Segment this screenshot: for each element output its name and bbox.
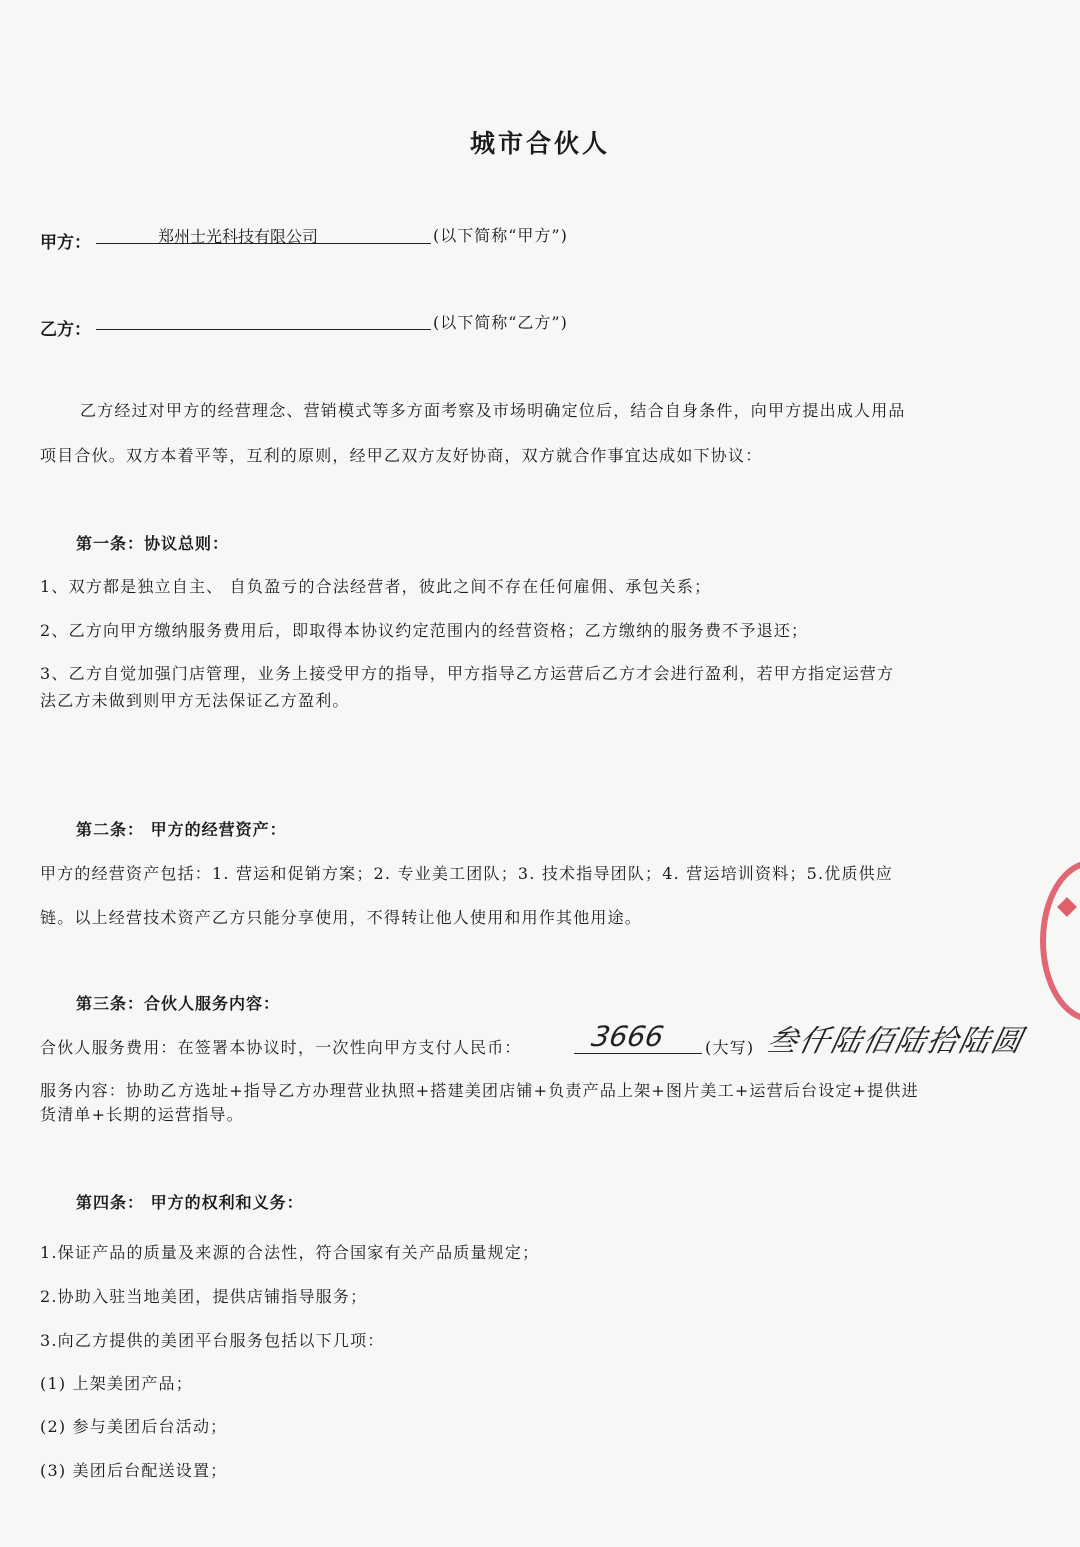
article-4-sub-3: (3) 美团后台配送设置； <box>40 1461 228 1480</box>
article-3-heading: 第三条：合伙人服务内容： <box>76 994 281 1013</box>
party-a-note: (以下简称“甲方”) <box>433 226 568 245</box>
service-fee-label: 合伙人服务费用：在签署本协议时，一次性向甲方支付人民币： <box>40 1038 522 1057</box>
page-title: 城市合伙人 <box>469 129 610 158</box>
party-b-underline <box>96 329 431 330</box>
article-2-line-1: 甲方的经营资产包括：1. 营运和促销方案；2. 专业美工团队；3. 技术指导团队；4. 营运培训资料；5.优质供应 <box>40 864 894 883</box>
article-1-item-2: 2、乙方向甲方缴纳服务费用后，即取得本协议约定范围内的经营资格；乙方缴纳的服务费不予退还； <box>40 621 809 640</box>
article-4-item-3: 3.向乙方提供的美团平台服务包括以下几项： <box>40 1331 385 1350</box>
red-seal-stamp <box>1040 860 1080 1022</box>
intro-line-1: 乙方经过对甲方的经营理念、营销模式等多方面考察及市场明确定位后，结合自身条件，向甲方提出成人用品 <box>80 401 906 420</box>
capital-amount-handwritten: 叁仟陆佰陆拾陆圆 <box>763 1024 1027 1059</box>
article-4-sub-2: (2) 参与美团后台活动； <box>40 1417 228 1436</box>
article-1-item-1: 1、双方都是独立自主、 自负盈亏的合法经营者，彼此之间不存在任何雇佣、承包关系； <box>40 577 712 596</box>
intro-line-2: 项目合伙。双方本着平等，互利的原则，经甲乙双方友好协商，双方就合作事宜达成如下协议： <box>40 446 763 465</box>
article-4-sub-1: (1) 上架美团产品； <box>40 1374 193 1393</box>
fee-amount-underline <box>574 1053 702 1054</box>
article-1-heading: 第一条：协议总则： <box>76 534 230 553</box>
capital-amount-label: (大写) <box>705 1038 755 1057</box>
party-a-label: 甲方： <box>40 233 91 253</box>
article-1-item-3-cont: 法乙方未做到则甲方无法保证乙方盈利。 <box>40 691 350 710</box>
party-b-note: (以下简称“乙方”) <box>433 313 568 332</box>
article-2-heading: 第二条： 甲方的经营资产： <box>76 820 287 839</box>
service-content-line-2: 货清单+长期的运营指导。 <box>40 1105 244 1124</box>
service-content-line-1: 服务内容：协助乙方选址+指导乙方办理营业执照+搭建美团店铺+负责产品上架+图片美工+运营后台设定+提供进 <box>40 1081 919 1100</box>
article-4-item-2: 2.协助入驻当地美团，提供店铺指导服务； <box>40 1287 368 1306</box>
article-4-heading: 第四条： 甲方的权利和义务： <box>76 1193 304 1212</box>
party-b-label: 乙方： <box>40 320 91 340</box>
party-a-value: 郑州士光科技有限公司 <box>158 227 319 246</box>
fee-amount-handwritten: 3666 <box>589 1020 667 1053</box>
article-2-line-2: 链。以上经营技术资产乙方只能分享使用，不得转让他人使用和用作其他用途。 <box>40 908 643 927</box>
article-1-item-3: 3、乙方自觉加强门店管理，业务上接受甲方的指导，甲方指导乙方运营后乙方才会进行盈利，若甲方指定运营方 <box>40 664 895 683</box>
article-4-item-1: 1.保证产品的质量及来源的合法性，符合国家有关产品质量规定； <box>40 1243 540 1262</box>
